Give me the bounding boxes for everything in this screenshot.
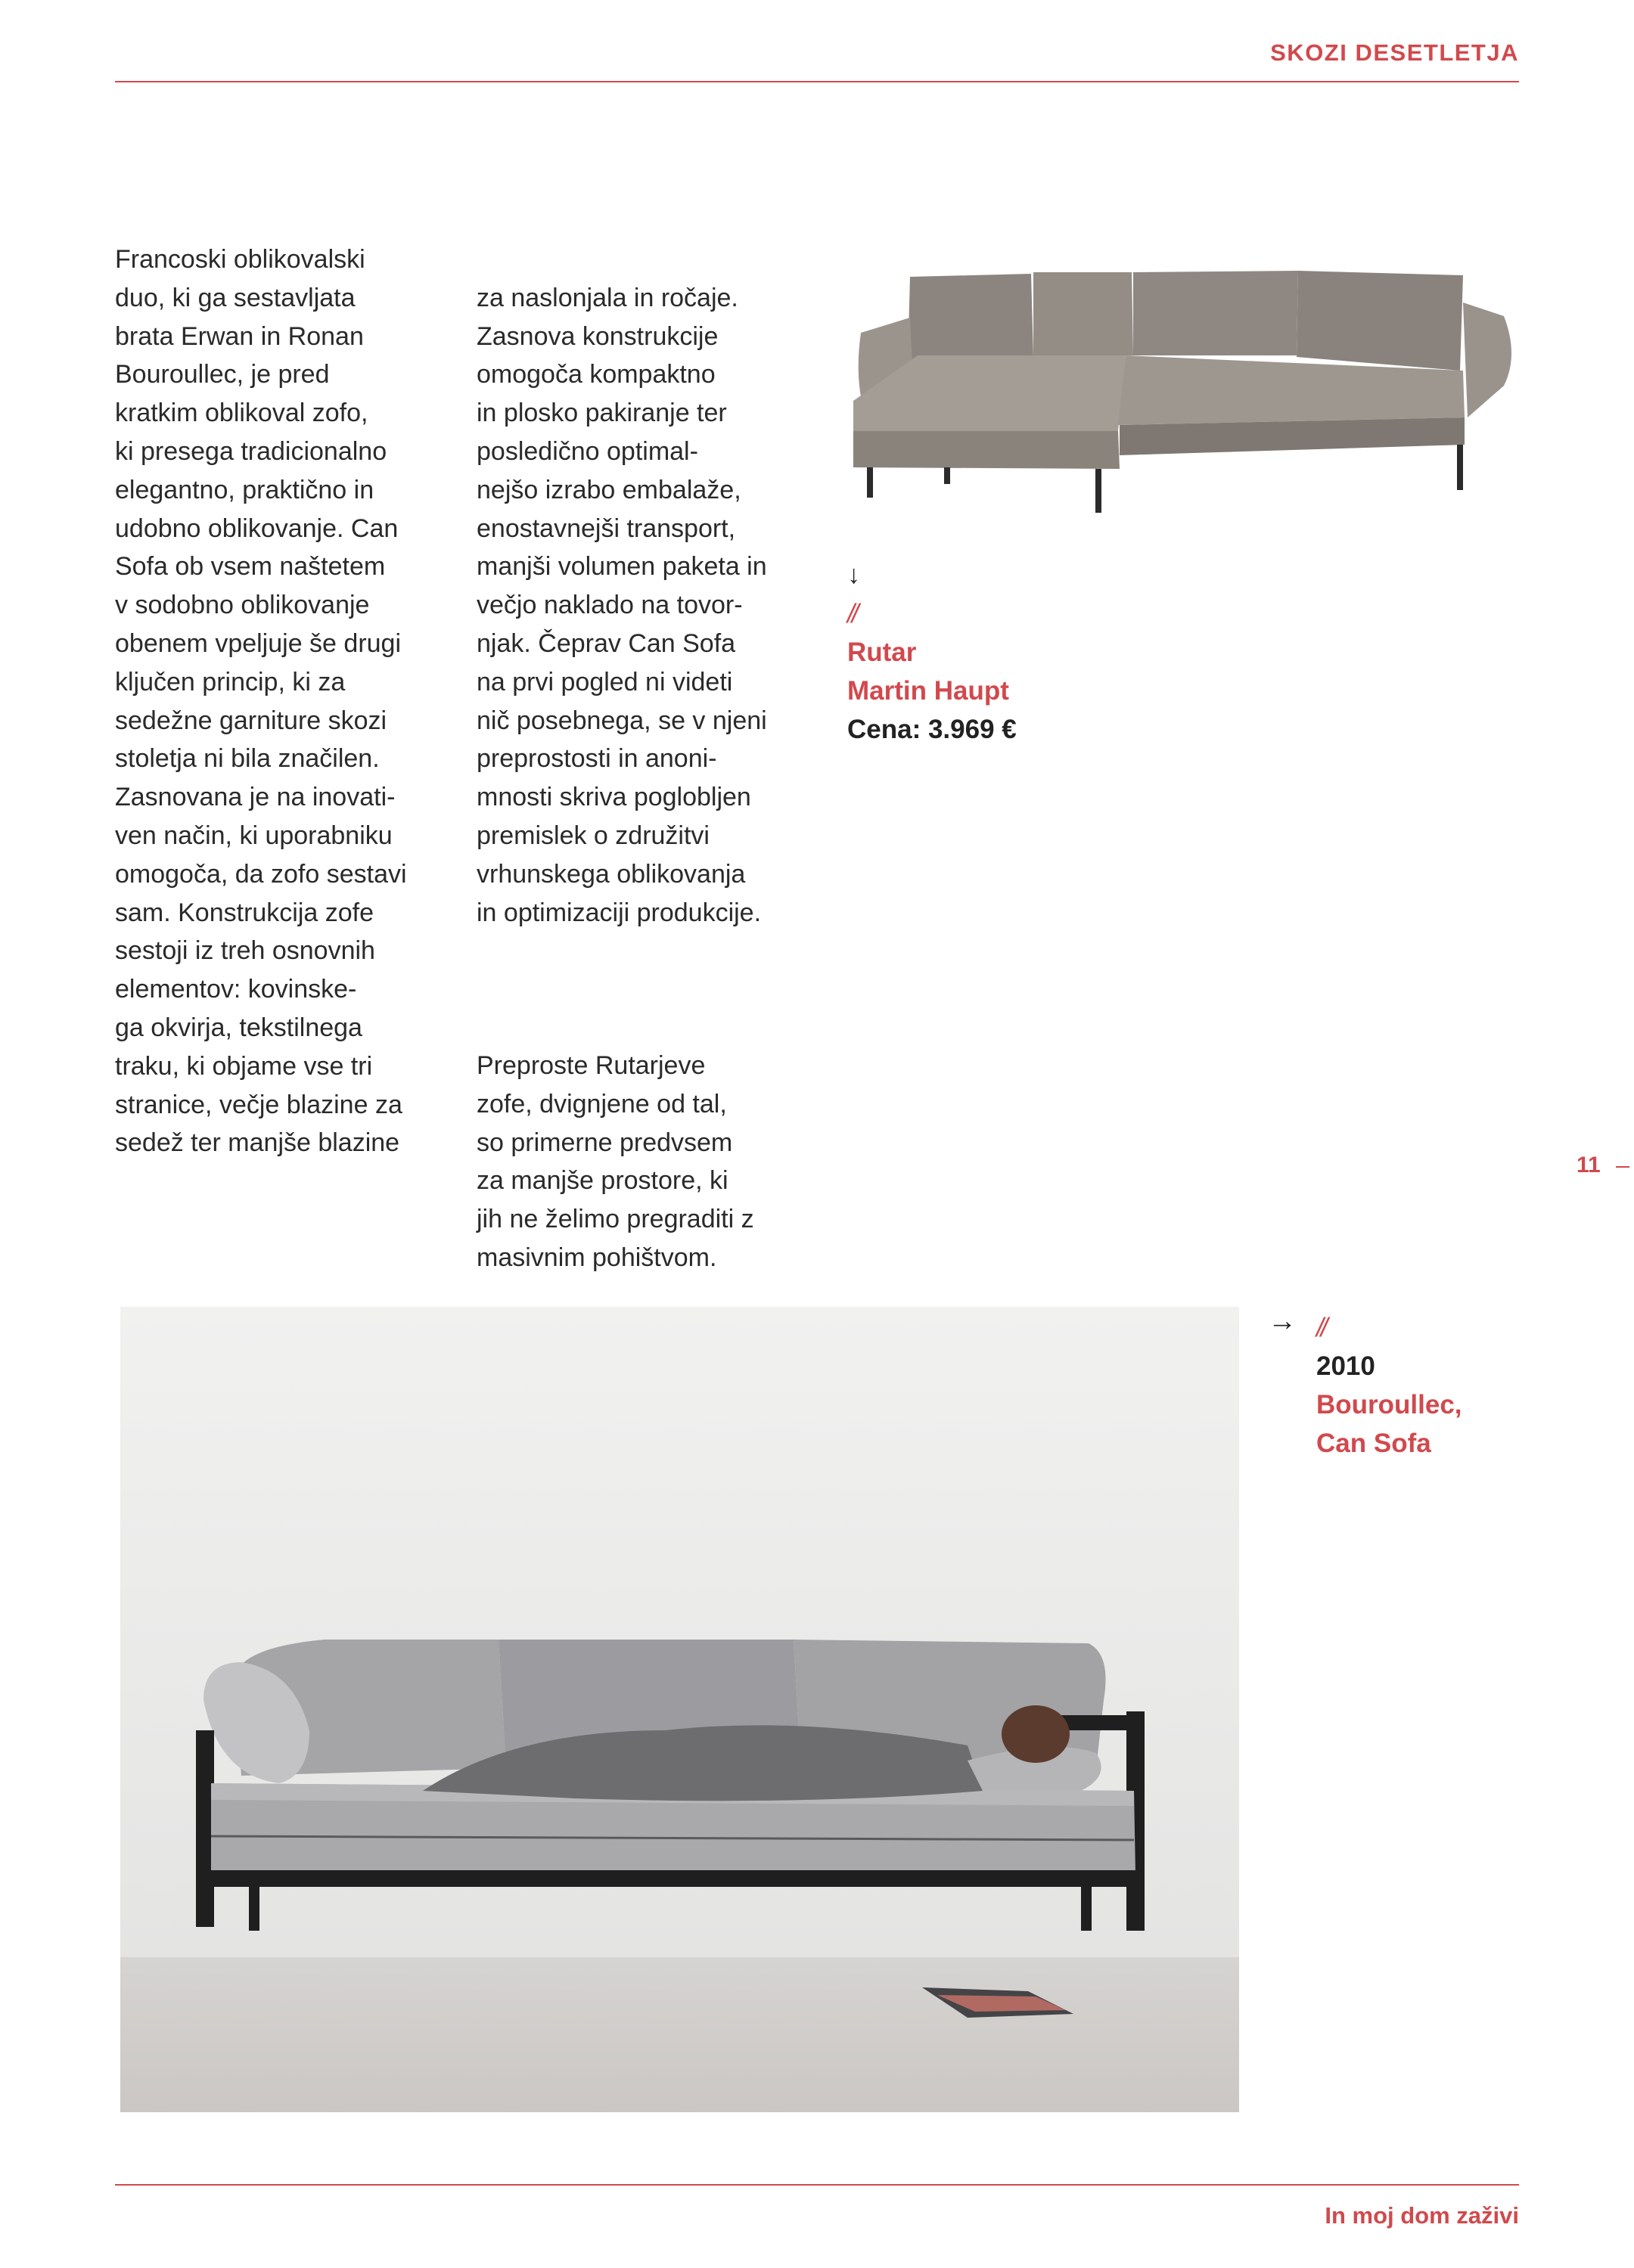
rutar-sofa-image [838,250,1524,522]
caption-price: Cena: 3.969 € [847,715,1017,744]
caption-designer: Martin Haupt [847,676,1009,706]
article-column-2-paragraph-1: za naslonjala in ročaje. Zasnova konstrukcije omogoča kompaktno in plosko pakiranje ter posledično optimal- nejšo izrabo embalaže, enostavnejši transport, manjši volumen paketa in večjo naklado na tovor- njak. Čeprav Can Sofa na prvi pogled ni videti nič posebnega, se v njeni preprostosti in anoni- mnosti skriva poglobljen premislek o združitvi vrhunskega oblikovanja in optimizaciji produkcije. [477,283,767,927]
header-divider [115,81,1519,82]
rutar-sofa-illustration [838,250,1524,522]
caption-slashes: // [847,599,856,628]
article-column-2-paragraph-2: Preproste Rutarjeve zofe, dvignjene od tal, so primerne predvsem za manjše prostore, ki jih ne želimo pregraditi z masivnim pohištvom. [477,1050,754,1272]
article-column-1: Francoski oblikovalski duo, ki ga sestavljata brata Erwan in Ronan Bouroullec, je pred kratkim oblikoval zofo, ki presega tradicionalno elegantno, praktično in udobno oblikovanje. Can Sofa ob vsem naštetem v sodobno oblikovanje obenem vpeljuje še drugi ključen princip, ki za sedežne garniture skozi stoletja ni bila značilen. Zasnovana je na inovati- ven način, ki uporabniku omogoča, da zofo sestavi sam. Konstrukcija zofe sestoji iz treh osnovnih elementov: kovinske- ga okvirja, tekstilnega traku, ki objame vse tri stranice, večje blazine za sedež ter manjše blazine [115,245,407,1158]
caption-brand: Rutar [847,638,917,667]
arrow-down-icon: ↓ [847,560,860,589]
rutar-caption [847,556,1017,749]
can-sofa-image [120,1307,1239,2112]
section-title: SKOZI DESETLETJA [1270,39,1519,66]
page-number: 11 [1577,1153,1601,1177]
can-sofa-illustration [120,1307,1239,2112]
arrow-right-icon: → [1268,1305,1297,1337]
page-number-dash [1616,1166,1629,1168]
caption-product: Can Sofa [1316,1429,1431,1458]
paragraph-spacer [477,970,832,1008]
caption-year: 2010 [1316,1351,1375,1381]
article-column-2 [477,240,832,1316]
footer-divider [115,2184,1519,2186]
caption-slashes: // [1316,1313,1325,1342]
magazine-title: In moj dom zaživi [1325,2202,1519,2229]
can-sofa-caption [1316,1308,1462,1463]
caption-designer: Bouroullec, [1316,1390,1462,1419]
